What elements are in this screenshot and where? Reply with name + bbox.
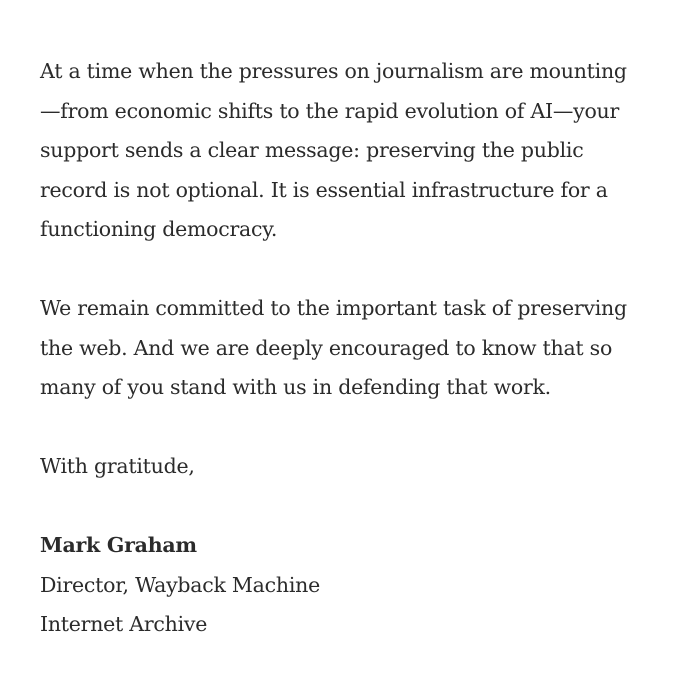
paragraph-line: functioning democracy. [40, 217, 278, 241]
paragraph-line: record is not optional. It is essential infrastructure for a [40, 177, 608, 202]
signature-block [40, 526, 650, 645]
paragraph-commitment [40, 289, 650, 408]
closing-text: With gratitude, [40, 454, 195, 478]
paragraph-line: —from economic shifts to the rapid evolution of AI—your [40, 98, 620, 123]
letter-body [40, 52, 650, 645]
signature-name: Mark Graham [40, 533, 197, 557]
paragraph-line: the web. And we are deeply encouraged to know that so [40, 335, 613, 360]
paragraph-line: We remain committed to the important task of preserving [40, 296, 627, 320]
paragraph-line: many of you stand with us in defending that work. [40, 375, 551, 399]
paragraph-line: support sends a clear message: preserving the public [40, 138, 584, 162]
paragraph-support-message [40, 52, 650, 250]
paragraph-line: At a time when the pressures on journalism are mounting [40, 59, 627, 83]
closing-line [40, 447, 650, 487]
signature-title: Director, Wayback Machine [40, 572, 320, 597]
signature-organization: Internet Archive [40, 612, 208, 636]
